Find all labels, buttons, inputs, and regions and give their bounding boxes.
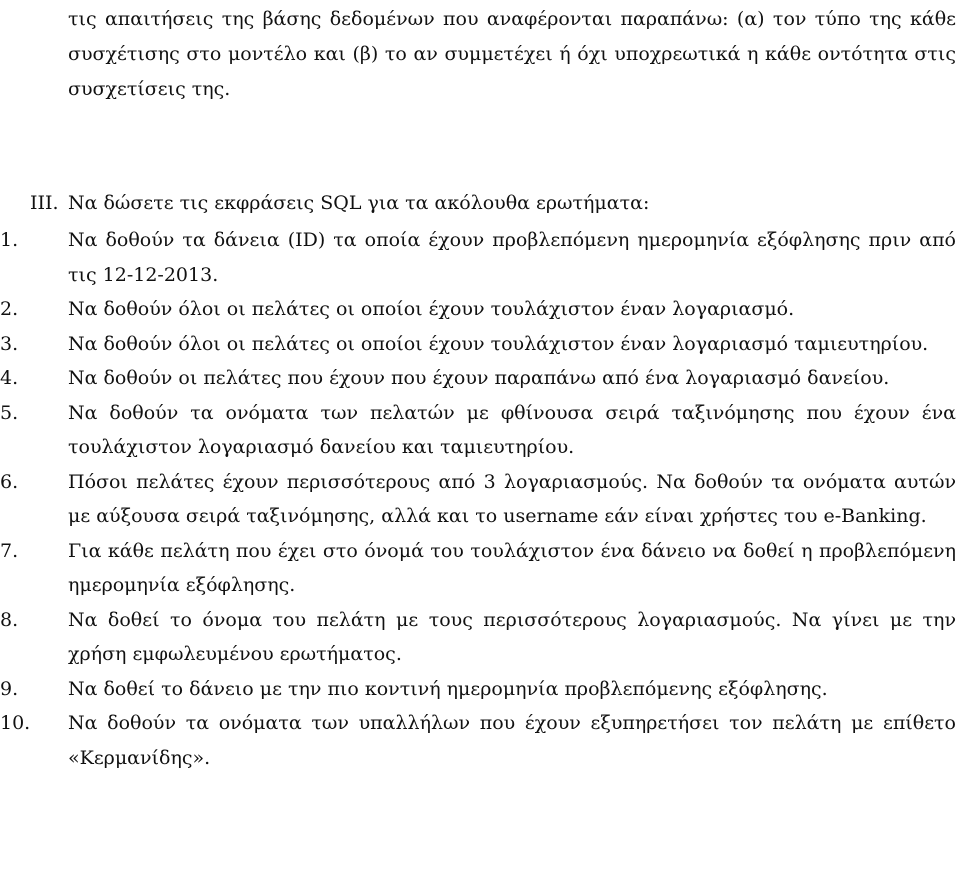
item-text: Για κάθε πελάτη που έχει στο όνομά του τουλάχιστον ένα δάνειο να δοθεί η προβλεπόμενη ημερομηνία εξόφλησης. — [68, 539, 956, 596]
item-text: Να δοθούν τα ονόματα των πελατών με φθίνουσα σειρά ταξινόμησης που έχουν ένα τουλάχιστον λογαριασμό δανείου και ταμιευτηρίου. — [68, 401, 956, 458]
item-text: Να δοθούν τα δάνεια (ID) τα οποία έχουν προβλεπόμενη ημερομηνία εξόφλησης πριν από τις 12-12-2013. — [68, 229, 956, 286]
section-title: Να δώσετε τις εκφράσεις SQL για τα ακόλουθα ερωτήματα: — [68, 192, 650, 214]
section-heading — [30, 186, 930, 221]
item-text: Πόσοι πελάτες έχουν περισσότερους από 3 λογαριασμούς. Να δοθούν τα ονόματα αυτών με αύξουσα σειρά ταξινόμησης, αλλά και το username εάν είναι χρήστες του e-Banking. — [68, 470, 956, 527]
item-number: 2. — [0, 298, 19, 320]
item-number: 7. — [0, 539, 19, 562]
intro-paragraph: τις απαιτήσεις της βάσης δεδομένων που αναφέρονται παραπάνω: (α) τον τύπο της κάθε συσχέτισης στο μοντέλο και (β) το αν συμμετέχει ή όχι υποχρεωτικά η κάθε οντότητα στις συσχετίσεις της. — [68, 8, 956, 100]
item-number: 1. — [0, 229, 19, 251]
item-text: Να δοθεί το όνομα του πελάτη με τους περισσότερους λογαριασμούς. Να γίνει με την χρήση εμφωλευμένου ερωτήματος. — [68, 608, 956, 665]
list-item — [0, 396, 956, 465]
item-text: Να δοθούν τα ονόματα των υπαλλήλων που έχουν εξυπηρετήσει τον πελάτη με επίθετο «Κερμανίδης». — [68, 712, 956, 769]
list-item — [0, 327, 956, 362]
item-number: 5. — [0, 401, 19, 424]
item-number: 3. — [0, 332, 19, 355]
item-number: 8. — [0, 608, 19, 631]
item-text: Να δοθεί το δάνειο με την πιο κοντινή ημερομηνία προβλεπόμενης εξόφλησης. — [68, 677, 828, 700]
list-item — [0, 534, 956, 603]
list-item — [0, 223, 956, 292]
item-number: 10. — [0, 712, 31, 734]
list-item — [0, 292, 956, 327]
item-text: Να δοθούν όλοι οι πελάτες οι οποίοι έχουν τουλάχιστον έναν λογαριασμό ταμιευτηρίου. — [68, 332, 929, 355]
item-number: 9. — [0, 677, 19, 700]
item-text: Να δοθούν όλοι οι πελάτες οι οποίοι έχουν τουλάχιστον έναν λογαριασμό. — [68, 298, 795, 320]
question-list — [0, 223, 960, 775]
list-item — [0, 361, 956, 396]
item-text: Να δοθούν οι πελάτες που έχουν που έχουν παραπάνω από ένα λογαριασμό δανείου. — [68, 367, 890, 389]
list-item — [0, 706, 956, 775]
list-item — [0, 603, 956, 672]
list-item — [0, 672, 956, 707]
item-number: 6. — [0, 470, 19, 493]
list-item — [0, 465, 956, 534]
item-number: 4. — [0, 367, 19, 389]
section-number: III. — [30, 192, 59, 214]
